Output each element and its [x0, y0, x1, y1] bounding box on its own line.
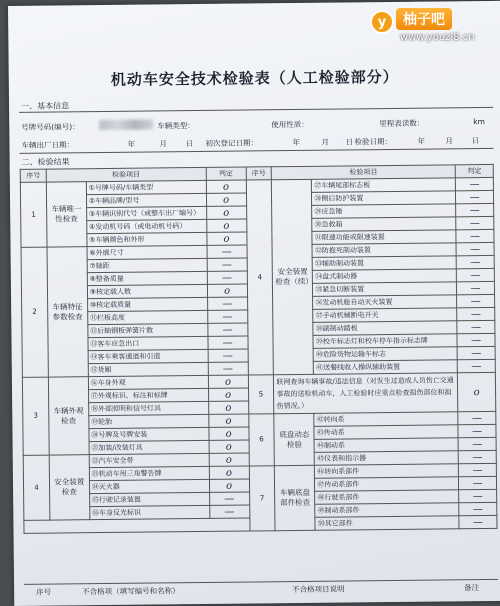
judgement-mark: —: [459, 515, 497, 528]
check-item: ⑨核定载人数: [87, 284, 207, 298]
check-item: ⑧整备质量: [87, 271, 207, 285]
judgement-mark: o: [206, 180, 246, 193]
judgement-mark: —: [457, 281, 495, 294]
section-basic-info: 一、基本信息: [21, 101, 70, 111]
footer-row: [24, 579, 498, 597]
check-item: ㊵危险货物运输车标志: [313, 347, 457, 362]
check-item: ㉑加装/改装灯具: [89, 440, 209, 454]
check-item: ③车辆识别代号（或整车出厂编号）: [86, 206, 206, 220]
day-label: 日: [345, 137, 353, 147]
judgement-mark: —: [456, 203, 494, 216]
check-item: ④发动机号码（或电动机号码）: [86, 219, 206, 233]
check-item: ㉘侧后防护装置: [312, 191, 456, 206]
check-item: ㉜防抱死制动装置: [312, 243, 456, 258]
check-item: ⑦轴距: [87, 258, 207, 272]
footer-note-label: 备注: [464, 583, 480, 593]
day-label: 日: [471, 136, 479, 146]
judgement-mark: —: [459, 489, 497, 502]
judgement-mark: —: [457, 333, 495, 346]
judgement-mark: o: [209, 427, 249, 440]
year-label: 年: [417, 136, 425, 146]
judgement-mark: o: [209, 466, 249, 479]
group-name: 安全装置检查: [49, 455, 89, 520]
check-item: ㊽行驶系部件: [315, 490, 459, 505]
youzi-logo-icon: y: [370, 10, 394, 34]
month-label: 月: [445, 136, 453, 146]
judgement-mark: —: [457, 294, 495, 307]
check-item: ⑩核定载质量: [87, 297, 207, 311]
group-name: 车辆底盘部件检查: [275, 465, 316, 530]
form-title: 机动车安全技术检验表（人工检验部分）: [110, 67, 399, 89]
group-name: 底盘动态检验: [274, 413, 314, 465]
month-label: 月: [321, 137, 329, 147]
judgement-mark: —: [459, 476, 497, 489]
check-item: ⑥外廓尺寸: [87, 245, 207, 259]
footer-fail-desc-label: 不合格项目说明: [292, 584, 345, 595]
check-item: ㉓机动车用三角警告牌: [89, 466, 209, 480]
check-item: ①号牌号码/车辆类型: [86, 180, 206, 194]
check-item: ㉛限速功能或限速装置: [312, 230, 456, 245]
col-header-judgement: 判定: [455, 164, 493, 177]
check-item: ⑰外观标识、标注和标牌: [88, 388, 208, 402]
judgement-mark: —: [208, 336, 248, 349]
judgement-mark: —: [458, 463, 496, 476]
judgement-mark: —: [209, 505, 249, 518]
col-header-item: 检验项目: [46, 167, 206, 182]
group-no: 1: [20, 182, 47, 247]
judgement-mark: —: [207, 258, 247, 271]
section-results: 二、检验结果: [21, 157, 70, 167]
judgement-mark: —: [458, 437, 496, 450]
judgement-mark: —: [458, 411, 496, 424]
judgement-mark: o: [208, 375, 248, 388]
check-item: ㊾制动系部件: [315, 503, 459, 518]
judgement-mark: —: [208, 362, 248, 375]
judgement-mark: —: [456, 255, 494, 268]
inspection-form-sheet: [8, 1, 500, 606]
col-header-item: 检验项目: [272, 165, 456, 180]
plate-label: 号牌号码(编号)：: [21, 122, 80, 132]
check-item: ㊱发动机舱自动灭火装置: [313, 295, 457, 310]
judgement-mark: o: [208, 414, 248, 427]
col-header-judgement: 判定: [206, 167, 246, 180]
judgement-mark: —: [208, 349, 248, 362]
check-item: ㉗车辆尾部标志板: [312, 178, 456, 193]
group-no: 4: [23, 455, 50, 520]
judgement-mark: o: [457, 372, 495, 411]
group-name: 车辆特征参数检查: [47, 247, 88, 377]
check-item: ㊿其它部件: [315, 516, 459, 531]
redacted-plate-number: [99, 119, 153, 130]
check-item: ⑲轮胎: [88, 414, 208, 428]
divider: [20, 148, 494, 154]
judgement-mark: o: [209, 440, 249, 453]
check-item: ⑤车辆颜色和外形: [87, 232, 207, 246]
judgement-mark: —: [456, 229, 494, 242]
group-no: 3: [22, 377, 49, 455]
check-item: ㊶送餐线收人操纵辅助装置: [314, 360, 458, 375]
check-item: ㊴校车标志灯和校车停车指示标志牌: [313, 334, 457, 349]
check-item: ㊼传动系部件: [315, 477, 459, 492]
manufacture-date-label: 车辆出厂日期：: [21, 140, 75, 150]
day-label: 日: [185, 139, 193, 149]
judgement-mark: —: [459, 502, 497, 515]
check-item: ㉞盘式制动器: [313, 269, 457, 284]
judgement-mark: —: [455, 177, 493, 190]
judgement-mark: —: [208, 323, 248, 336]
group-no: 6: [248, 414, 274, 466]
check-item: ㉕行驶记录装置: [89, 492, 209, 506]
check-item: ㊹制动系: [314, 438, 458, 453]
judgement-mark: —: [207, 297, 247, 310]
group-no: 5: [248, 375, 274, 414]
check-item: ㉙应急锤: [312, 204, 456, 219]
judgement-mark: o: [206, 206, 246, 219]
check-item: ⑬客车应急出口: [88, 336, 208, 350]
inspection-results-table: [20, 164, 498, 534]
check-item: ㊻转向系部件: [315, 464, 459, 479]
judgement-mark: —: [456, 268, 494, 281]
judgement-mark: —: [457, 307, 495, 320]
footer-no-label: 序号: [36, 587, 52, 597]
group-no: 4: [246, 180, 274, 375]
check-item: ㊳副制动踏板: [313, 321, 457, 336]
check-item: ⑮货厢: [88, 362, 208, 376]
divider: [19, 107, 493, 113]
vehicle-type-label: 车辆类型：: [157, 121, 195, 131]
judgement-mark: o: [206, 193, 246, 206]
check-item: ㉚急救箱: [312, 217, 456, 232]
judgement-mark: —: [456, 242, 494, 255]
judgement-mark: o: [206, 219, 246, 232]
judgement-mark: o: [207, 232, 247, 245]
check-item: ㉒汽车安全带: [89, 453, 209, 467]
watermark-url: www.youzi8.cn: [400, 32, 475, 43]
judgement-mark: —: [457, 320, 495, 333]
check-item: ⑭客车乘客通道和引道: [88, 349, 208, 363]
col-header-no: 序号: [20, 169, 46, 182]
col-header-no: 序号: [246, 167, 272, 180]
judgement-mark: o: [208, 388, 248, 401]
judgement-mark: —: [209, 492, 249, 505]
check-item: ⑪栏板高度: [87, 310, 207, 324]
check-item: ㉔灭火器: [89, 479, 209, 493]
judgement-mark: o: [208, 401, 248, 414]
judgement-mark: o: [209, 453, 249, 466]
check-item: ⑳号牌及号牌安装: [89, 427, 209, 441]
judgement-mark: —: [207, 245, 247, 258]
group-name: 安全装置检查（续）: [272, 179, 314, 374]
check-item: ㊲手动机械断电开关: [313, 308, 457, 323]
odometer-unit: km: [473, 117, 485, 127]
group-no: 2: [21, 247, 48, 377]
judgement-mark: —: [456, 216, 494, 229]
check-item: ㊸传动系: [314, 425, 458, 440]
group-name: 车辆外观检查: [48, 377, 89, 455]
check-item: ②车辆品牌/型号: [86, 193, 206, 207]
check-item: ⑫后轴钢板弹簧片数: [88, 323, 208, 337]
first-register-label: 初次登记日期：: [205, 138, 258, 148]
check-item: ⑯车身外观: [88, 375, 208, 389]
online-query-text: 联网查询车辆事故/违法信息（对发生过造成人员伤亡交通事故的送检机动车，人工检验时应重点检查损伤部位和损伤情况。）: [274, 373, 458, 414]
judgement-mark: —: [457, 346, 495, 359]
judgement-mark: —: [457, 359, 495, 372]
footer-fail-items-label: 不合格项（填写编号和名称）: [82, 586, 180, 597]
judgement-mark: —: [456, 190, 494, 203]
check-item: ㊺仪表和指示器: [314, 451, 458, 466]
inspection-date-label: 检验日期：: [354, 136, 392, 147]
watermark-logo: [366, 6, 494, 52]
judgement-mark: o: [209, 479, 249, 492]
check-item: ㉖车身反光标识: [89, 505, 209, 519]
group-no: 7: [249, 466, 276, 531]
group-name: 车辆唯一性检查: [46, 182, 86, 247]
check-item: ㉟紧急切断装置: [313, 282, 457, 297]
month-label: 月: [159, 139, 167, 149]
judgement-mark: —: [458, 424, 496, 437]
judgement-mark: —: [458, 450, 496, 463]
year-label: 年: [127, 139, 136, 149]
judgement-mark: o: [207, 284, 247, 297]
year-label: 年: [292, 137, 300, 148]
odometer-label: 里程表读数：: [379, 118, 425, 129]
check-item: ⑱外部照明和信号灯具: [88, 401, 208, 415]
watermark-brand: 柚子吧: [396, 8, 452, 30]
check-item: ㉝辅助制动装置: [312, 256, 456, 271]
usage-label: 使用性质：: [271, 119, 309, 130]
judgement-mark: —: [207, 310, 247, 323]
empty-cell: [24, 518, 250, 533]
check-item: ㊷转向系: [314, 412, 458, 427]
judgement-mark: —: [207, 271, 247, 284]
